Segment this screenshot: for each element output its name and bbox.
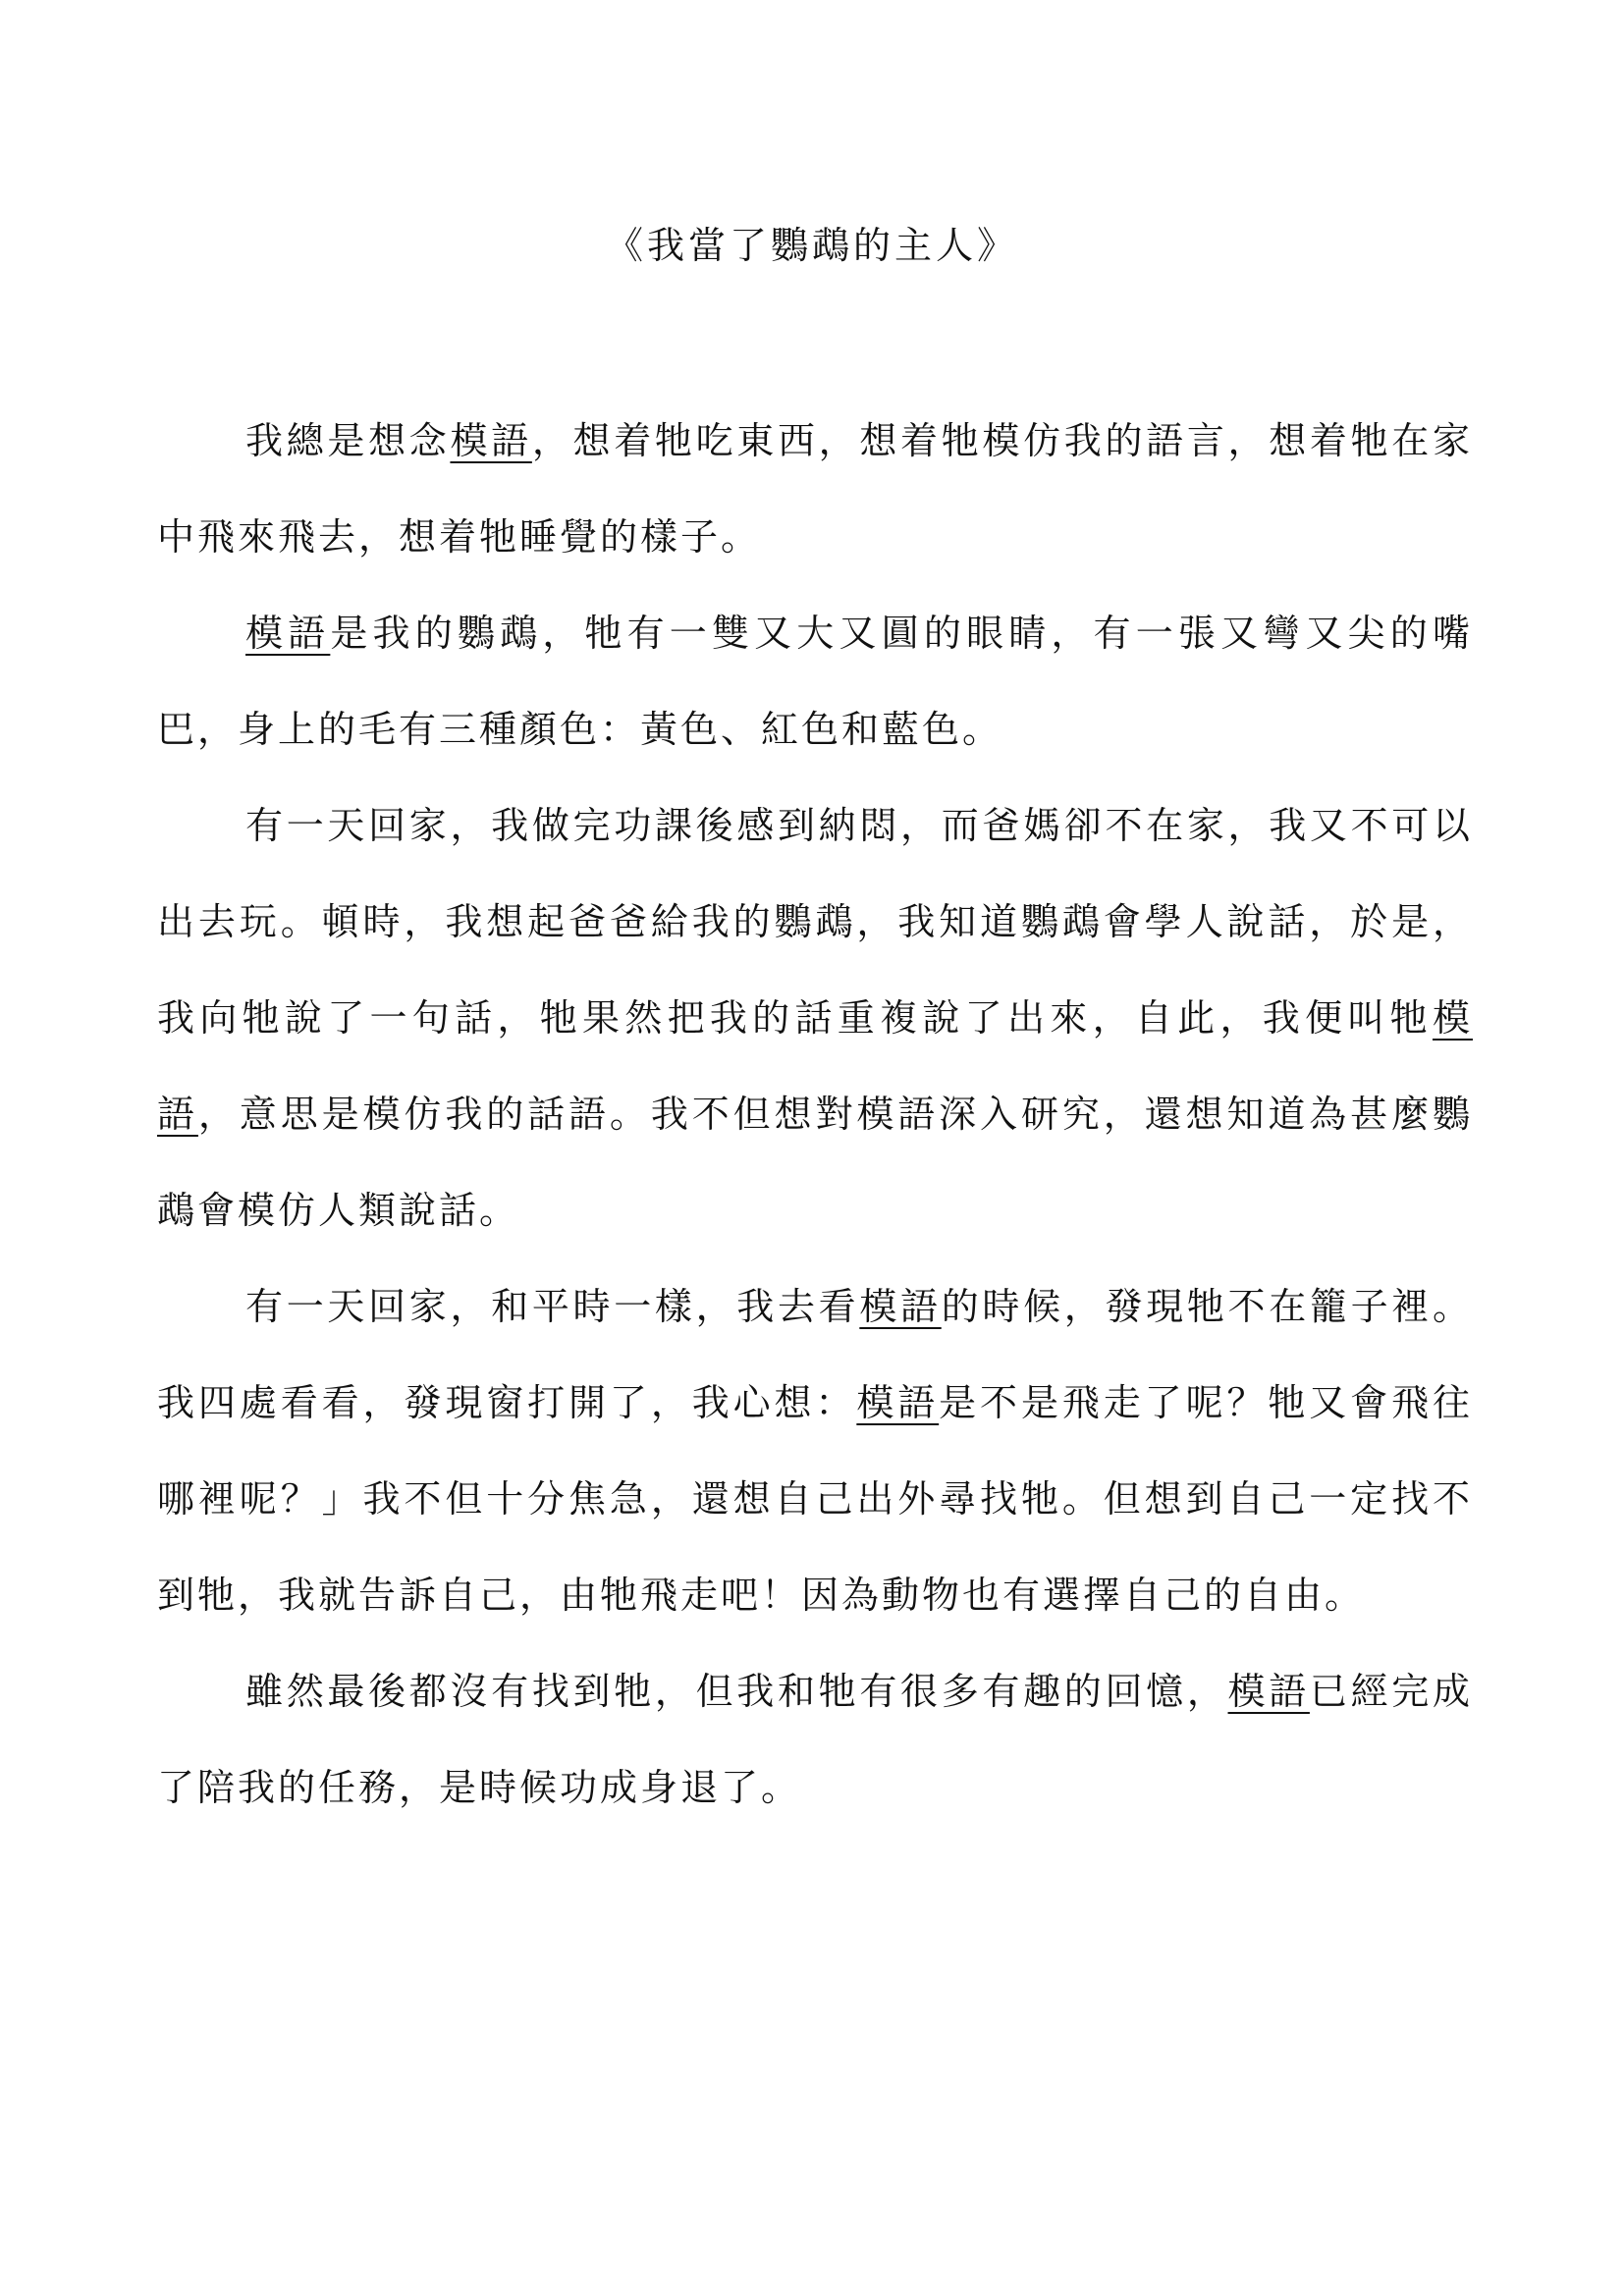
document-title: 《我當了鸚鵡的主人》 (605, 224, 1018, 267)
paragraph-4-text-2: 的時候，發現牠不在籠子裡。我四處看看，發現窗打開了，我心想： (157, 1285, 1473, 1424)
paragraph-5-text-1: 雖然最後都沒有找到牠，但我和牠有很多有趣的回憶， (245, 1670, 1228, 1713)
paragraph-5 (157, 1643, 1473, 1836)
paragraph-1-text-2: ，想着牠吃東西，想着牠模仿我的語言，想着牠在家中飛來飛去，想着牠睡覺的樣子。 (157, 419, 1473, 559)
paragraph-3 (157, 777, 1473, 1258)
pet-name-underlined: 模語 (856, 1381, 940, 1424)
paragraph-1-text-1: 我總是想念 (245, 419, 451, 462)
paragraph-4-text-3: 是不是飛走了呢？牠又會飛往哪裡呢？」我不但十分焦急，還想自己出外尋找牠。但想到自己一定找不到牠，我就告訴自己，由牠飛走吧！因為動物也有選擇自己的自由。 (157, 1381, 1473, 1617)
paragraph-2-text-1: 是我的鸚鵡，牠有一雙又大又圓的眼睛，有一張又彎又尖的嘴巴，身上的毛有三種顏色：黃色、紅色和藍色。 (157, 612, 1473, 751)
pet-name-underlined: 模語 (1227, 1670, 1310, 1713)
paragraph-3-text-2: ，意思是模仿我的話語。我不但想對模語深入研究，還想知道為甚麼鸚鵡會模仿人類說話。 (157, 1093, 1473, 1232)
paragraph-2 (157, 585, 1473, 777)
paragraph-4-text-1: 有一天回家，和平時一樣，我去看 (245, 1285, 860, 1328)
paragraph-1 (157, 393, 1473, 585)
pet-name-underlined: 模語 (245, 612, 331, 655)
paragraph-4 (157, 1258, 1473, 1643)
pet-name-underlined: 模語 (450, 419, 532, 462)
pet-name-underlined: 模語 (157, 996, 1473, 1136)
paragraph-5-text-2: 已經完成了陪我的任務，是時候功成身退了。 (157, 1670, 1473, 1809)
paragraph-3-text-1: 有一天回家，我做完功課後感到納悶，而爸媽卻不在家，我又不可以出去玩。頓時，我想起爸爸給我的鸚鵡，我知道鸚鵡會學人說話，於是，我向牠說了一句話，牠果然把我的話重複說了出來，自此，我便叫牠 (157, 804, 1473, 1040)
pet-name-underlined: 模語 (859, 1285, 942, 1328)
document-body (157, 393, 1473, 1836)
